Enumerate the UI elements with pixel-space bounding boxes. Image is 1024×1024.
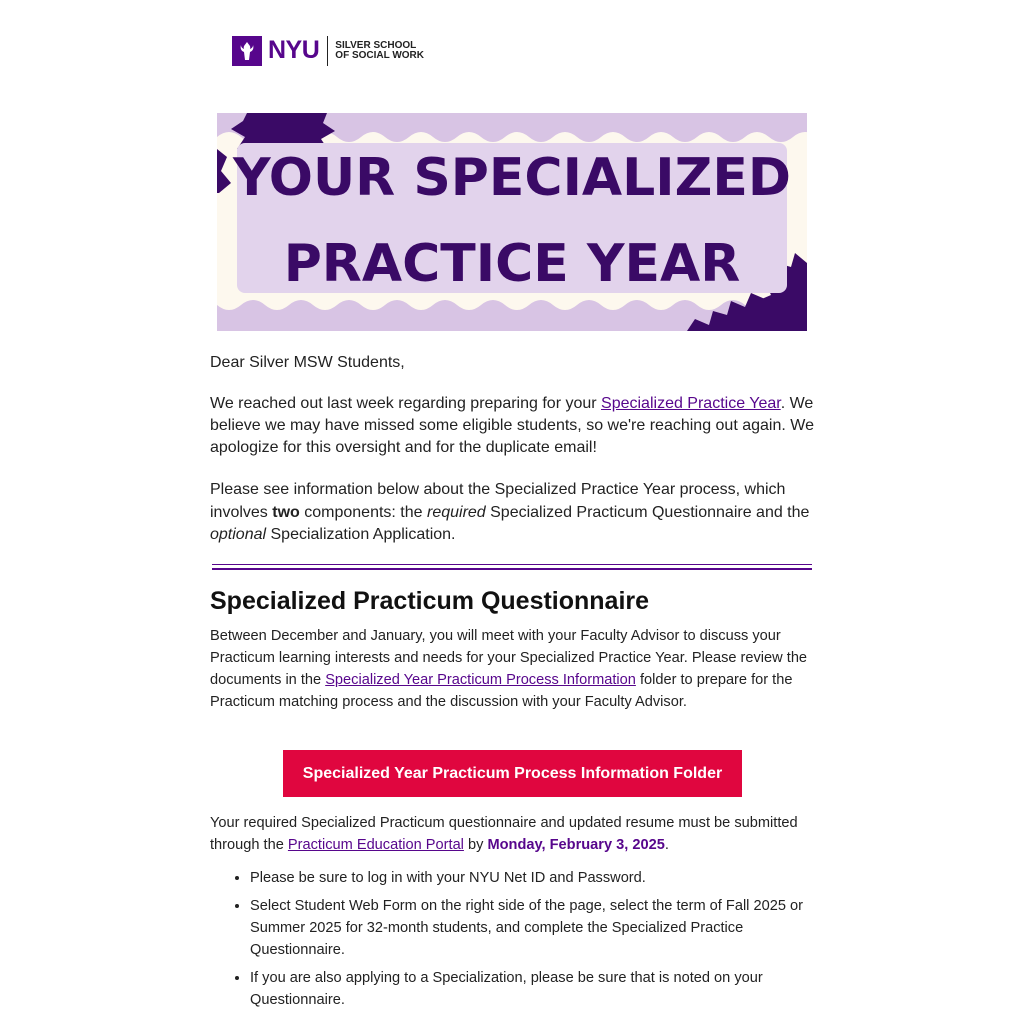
section-divider <box>212 564 812 570</box>
questionnaire-section <box>210 586 816 713</box>
intro-text: Please see information below about the Specialized Practice Year process, which involves <box>210 481 786 521</box>
nyu-silver-logo <box>232 35 424 66</box>
questionnaire-heading: Specialized Practicum Questionnaire <box>210 587 650 615</box>
cta-container <box>283 750 742 797</box>
specialized-year-banner <box>217 113 807 331</box>
instructions-list <box>210 867 816 1011</box>
school-name <box>335 41 424 61</box>
greeting: Dear Silver MSW Students, <box>210 354 405 371</box>
emphasis-optional: optional <box>210 526 267 543</box>
submission-section <box>210 812 816 1017</box>
banner-line1: YOUR SPECIALIZED <box>232 148 792 208</box>
list-item: • Please be sure to log in with your NYU Net ID and Password. <box>250 867 816 889</box>
submission-paragraph <box>210 812 816 856</box>
deadline-date: Monday, February 3, 2025 <box>487 837 665 853</box>
emphasis-required: required <box>426 503 486 521</box>
process-information-link[interactable]: Specialized Year Practicum Process Information <box>325 672 636 688</box>
list-item: • Select Student Web Form on the right side of the page, select the term of Fall 2025 or Summer 2025 for 32-month students, and complete the Specialized Practice Questionnaire. <box>250 895 816 961</box>
questionnaire-description <box>210 625 816 713</box>
intro-text: . We believe we may have missed some eligible students, so we're reaching out again. We apologize for this oversight and for the duplicate email! <box>210 395 814 456</box>
list-item: • If you are also applying to a Specialization, please be sure that is noted on your Questionnaire. <box>250 967 816 1011</box>
intro-section <box>210 352 814 547</box>
intro-text: Specialization Application. <box>266 526 456 543</box>
intro-text: We reached out last week regarding preparing for your <box>210 395 602 412</box>
practicum-portal-link[interactable]: Practicum Education Portal <box>287 837 464 853</box>
body-text: folder to prepare for the Practicum matching process and the discussion with your Faculty Advisor. <box>210 672 793 710</box>
intro-paragraph-2 <box>210 479 814 547</box>
body-text: Between December and January, you will meet with your Faculty Advisor to discuss your Practicum learning interests and needs for your Specialized Practice Year. Please review the documents in the <box>210 628 808 688</box>
intro-text: components: the <box>299 503 427 521</box>
specialized-practice-year-link[interactable]: Specialized Practice Year <box>601 395 781 412</box>
banner-line2: PRACTICE YEAR <box>283 234 741 294</box>
school-name-line1: SILVER SCHOOL <box>335 39 417 51</box>
logo-divider <box>327 36 328 66</box>
school-name-line2: OF SOCIAL WORK <box>335 49 424 61</box>
body-text: by <box>463 837 488 853</box>
intro-text: Specialized Practicum Questionnaire and the <box>485 503 810 521</box>
body-text: Your required Specialized Practicum questionnaire and updated resume must be submitted through the <box>210 815 798 853</box>
emphasis-two: two <box>272 503 300 521</box>
nyu-torch-icon <box>232 36 262 66</box>
body-text: . <box>664 837 669 853</box>
process-information-folder-button[interactable]: Specialized Year Practicum Process Information Folder <box>283 750 742 797</box>
intro-paragraph-1 <box>210 393 814 459</box>
nyu-wordmark: NYU <box>268 36 320 64</box>
